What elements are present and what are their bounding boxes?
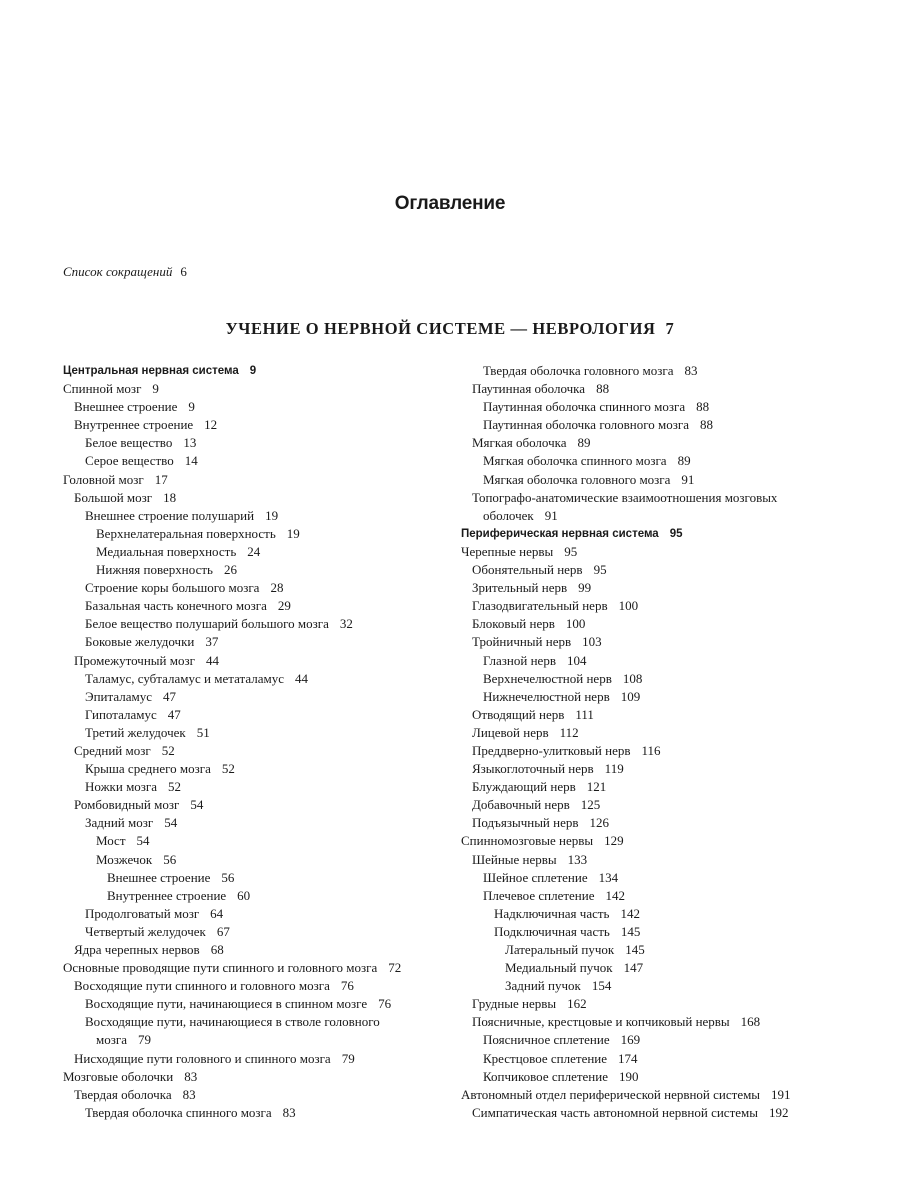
toc-entry[interactable]: Шейные нервы 133	[472, 851, 588, 867]
toc-entry[interactable]: Поясничные, крестцовые и копчиковый нервы 168	[472, 1014, 761, 1030]
toc-entry[interactable]: Таламус, субталамус и метаталамус 44	[85, 670, 308, 686]
toc-column-right	[461, 362, 841, 1122]
toc-entry[interactable]: Подключичная часть 145	[494, 923, 641, 939]
toc-entry[interactable]: Паутинная оболочка спинного мозга 88	[483, 399, 710, 415]
toc-entry[interactable]: Головной мозг 17	[63, 471, 168, 487]
toc-entry[interactable]: Обонятельный нерв 95	[472, 562, 607, 578]
toc-entry[interactable]: Твердая оболочка 83	[74, 1086, 196, 1102]
toc-entry[interactable]: Мозговые оболочки 83	[63, 1068, 198, 1084]
toc-entry[interactable]: Внешнее строение 56	[107, 869, 235, 885]
toc-entry[interactable]: Задний мозг 54	[85, 815, 178, 831]
toc-entry[interactable]: Белое вещество 13	[85, 435, 197, 451]
toc-entry[interactable]: Серое вещество 14	[85, 453, 198, 469]
toc-entry[interactable]: Крестцовое сплетение 174	[483, 1050, 638, 1066]
toc-entry[interactable]: Боковые желудочки 37	[85, 634, 219, 650]
toc-entry[interactable]: Эпиталамус 47	[85, 688, 176, 704]
toc-entry[interactable]: Медиальный пучок 147	[505, 960, 644, 976]
toc-entry-label: Список сокращений	[63, 264, 173, 279]
page-title: Оглавление	[394, 193, 506, 214]
toc-entry[interactable]: Твердая оболочка головного мозга 83	[483, 363, 698, 378]
toc-entry[interactable]: Отводящий нерв 111	[472, 706, 594, 722]
toc-column-left	[63, 362, 443, 1122]
toc-entry[interactable]: Лицевой нерв 112	[472, 724, 579, 740]
toc-entry[interactable]: Мягкая оболочка спинного мозга 89	[483, 453, 691, 469]
part-heading[interactable]	[0, 319, 900, 339]
toc-entry[interactable]: Топографо-анатомические взаимоотношения мозговых оболочек 91	[472, 489, 778, 523]
toc-entry[interactable]: Восходящие пути спинного и головного мозга 76	[74, 978, 354, 994]
toc-entry[interactable]: Шейное сплетение 134	[483, 869, 619, 885]
toc-entry[interactable]: Добавочный нерв 125	[472, 797, 601, 813]
toc-entry[interactable]: Зрительный нерв 99	[472, 580, 592, 596]
toc-entry[interactable]: Подъязычный нерв 126	[472, 815, 610, 831]
toc-entry[interactable]: Спинной мозг 9	[63, 381, 159, 397]
toc-entry[interactable]: Паутинная оболочка головного мозга 88	[483, 417, 713, 433]
toc-entry[interactable]: Блуждающий нерв 121	[472, 779, 607, 795]
toc-entry[interactable]: Четвертый желудочек 67	[85, 923, 230, 939]
toc-entry[interactable]: Тройничный нерв 103	[472, 634, 602, 650]
toc-entry[interactable]: Гипоталамус 47	[85, 706, 181, 722]
toc-entry[interactable]: Языкоглоточный нерв 119	[472, 761, 624, 777]
toc-entry[interactable]: Спинномозговые нервы 129	[461, 833, 624, 849]
toc-entry[interactable]: Блоковый нерв 100	[472, 616, 586, 632]
toc-entry[interactable]: Латеральный пучок 145	[505, 942, 645, 957]
toc-entry[interactable]: Третий желудочек 51	[85, 724, 210, 740]
toc-entry[interactable]: Глазной нерв 104	[483, 652, 587, 668]
part-title: УЧЕНИЕ О НЕРВНОЙ СИСТЕМЕ — НЕВРОЛОГИЯ	[225, 319, 656, 338]
toc-entry[interactable]: Грудные нервы 162	[472, 996, 587, 1012]
toc-entry-abbreviations[interactable]	[63, 264, 187, 280]
toc-entry[interactable]: Базальная часть конечного мозга 29	[85, 598, 291, 614]
toc-entry[interactable]: Крыша среднего мозга 52	[85, 761, 235, 777]
toc-entry[interactable]: Черепные нервы 95	[461, 543, 578, 559]
toc-entry[interactable]: Основные проводящие пути спинного и головного мозга 72	[63, 960, 402, 976]
toc-entry[interactable]: Внутреннее строение 60	[107, 887, 251, 903]
toc-entry[interactable]: Периферическая нервная система 95	[461, 527, 683, 540]
toc-entry[interactable]: Белое вещество полушарий большого мозга 32	[85, 616, 353, 632]
toc-entry[interactable]: Продолговатый мозг 64	[85, 905, 224, 921]
toc-entry[interactable]: Внутреннее строение 12	[74, 417, 218, 433]
toc-entry[interactable]: Строение коры большого мозга 28	[85, 580, 284, 596]
toc-entry[interactable]: Внешнее строение полушарий 19	[85, 507, 279, 523]
toc-entry[interactable]: Мозжечок 56	[96, 851, 177, 867]
toc-entry[interactable]: Мягкая оболочка головного мозга 91	[483, 471, 695, 487]
toc-entry[interactable]: Преддверно-улитковый нерв 116	[472, 742, 661, 758]
toc-entry[interactable]: Верхнелатеральная поверхность 19	[96, 525, 300, 541]
toc-entry[interactable]: Автономный отдел периферической нервной системы 191	[461, 1086, 791, 1102]
toc-entry[interactable]: Надключичная часть 142	[494, 905, 640, 921]
toc-entry[interactable]: Восходящие пути, начинающиеся в стволе головного мозга 79	[85, 1014, 380, 1048]
toc-entry[interactable]: Внешнее строение 9	[74, 399, 195, 415]
toc-entry[interactable]: Большой мозг 18	[74, 489, 177, 505]
toc-entry[interactable]: Ядра черепных нервов 68	[74, 942, 224, 957]
toc-entry[interactable]: Задний пучок 154	[505, 978, 612, 994]
toc-entry[interactable]: Нижнечелюстной нерв 109	[483, 688, 641, 704]
toc-entry[interactable]: Паутинная оболочка 88	[472, 381, 610, 397]
toc-entry[interactable]: Плечевое сплетение 142	[483, 887, 625, 903]
toc-entry[interactable]: Ножки мозга 52	[85, 779, 182, 795]
toc-entry[interactable]: Нижняя поверхность 26	[96, 562, 237, 578]
toc-entry[interactable]: Восходящие пути, начинающиеся в спинном мозге 76	[85, 996, 392, 1012]
toc-entry[interactable]: Симпатическая часть автономной нервной системы 192	[472, 1104, 789, 1120]
toc-entry[interactable]: Ромбовидный мозг 54	[74, 797, 204, 813]
toc-entry[interactable]: Глазодвигательный нерв 100	[472, 598, 639, 614]
toc-entry[interactable]: Копчиковое сплетение 190	[483, 1068, 639, 1084]
toc-entry-page: 6	[180, 264, 187, 279]
toc-entry[interactable]: Мягкая оболочка 89	[472, 435, 591, 451]
toc-entry[interactable]: Поясничное сплетение 169	[483, 1032, 641, 1048]
toc-entry[interactable]: Средний мозг 52	[74, 742, 175, 758]
toc-entry[interactable]: Центральная нервная система 9	[63, 365, 257, 377]
toc-entry[interactable]: Медиальная поверхность 24	[96, 543, 261, 559]
toc-entry[interactable]: Нисходящие пути головного и спинного мозга 79	[74, 1050, 355, 1066]
part-page: 7	[665, 319, 675, 338]
toc-entry[interactable]: Верхнечелюстной нерв 108	[483, 670, 643, 686]
toc-entry[interactable]: Твердая оболочка спинного мозга 83	[85, 1104, 296, 1120]
toc-entry[interactable]: Промежуточный мозг 44	[74, 652, 219, 668]
toc-entry[interactable]: Мост 54	[96, 833, 150, 849]
